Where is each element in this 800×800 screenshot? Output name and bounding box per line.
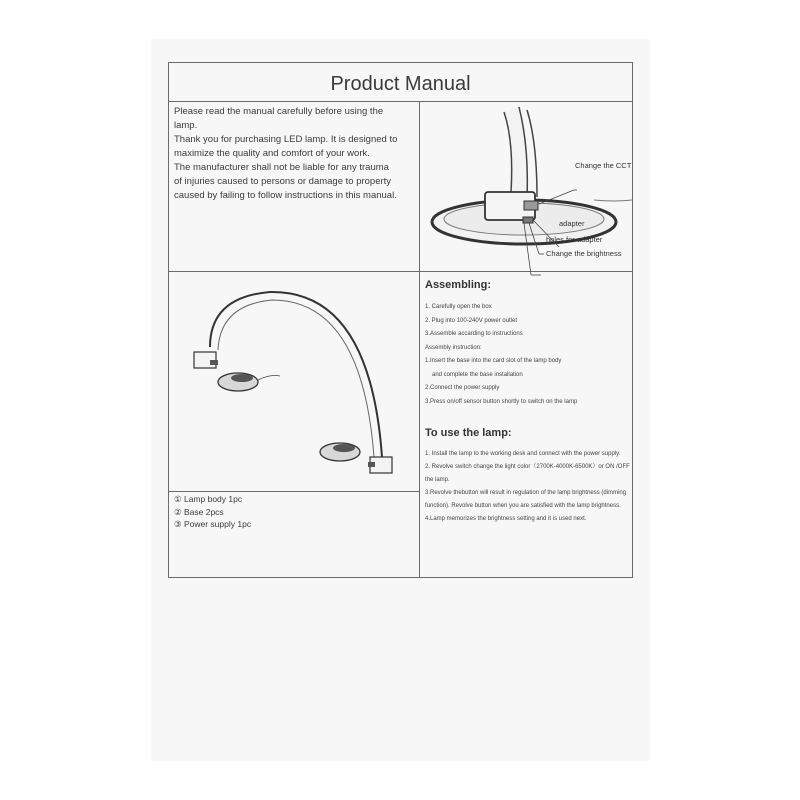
use-lamp-steps — [425, 448, 630, 526]
use-step: 4.Lamp memorizes the brightness setting and it is used next. — [425, 516, 587, 522]
page-title: Product Manual — [330, 73, 471, 95]
parts-list — [174, 493, 251, 531]
assembling-step: 1.Insert the base into the card slot of the lamp body — [425, 358, 562, 364]
manual-frame — [168, 62, 633, 578]
use-step: 2. Revolve switch change the light color（2700K-4000K-6500K）or ON /OFF the lamp. — [425, 464, 630, 483]
intro-paragraph: Thank you for purchasing LED lamp. It is designed to maximize the quality and comfort of your work. — [174, 134, 398, 159]
intro-text — [174, 105, 399, 203]
assembling-step: Assembly instruction: — [425, 344, 482, 351]
lamp-illustration — [170, 272, 418, 490]
callout-change-cct: Change the CCT — [575, 161, 632, 170]
intro-paragraph: The manufacturer shall not be liable for any trauma of injuries caused to persons or damage to property caused by failing to follow instructions in this manual. — [174, 162, 397, 201]
use-step: 1. Install the lamp to the working desk and connect with the power supply. — [425, 451, 621, 457]
assembling-step: 2.Connect the power supply — [425, 385, 500, 391]
callout-change-brightness: Change the brightness — [546, 249, 622, 258]
callout-adapter: adapter — [559, 219, 585, 228]
part-item: ① Lamp body 1pc — [174, 494, 243, 504]
assembling-step: 3.Press on/off sensor button shortly to switch on the lamp — [425, 398, 578, 405]
base-illustration — [419, 102, 634, 270]
assembling-heading: Assembling: — [425, 279, 492, 291]
use-step: 3.Revolve thebutton will result in regulation of the lamp brightness (dimming function). Revolve button when you are satisfied with the lamp brightness. — [425, 490, 627, 509]
intro-paragraph: Please read the manual carefully before using the lamp. — [174, 106, 384, 131]
callout-holes-for-adapter: holes for adapter — [546, 235, 603, 244]
divider-parts — [169, 491, 419, 492]
assembling-steps — [425, 301, 630, 409]
assembling-step: 3.Assemble accarding to instructions — [425, 331, 523, 337]
assembling-step: 2. Plug into 100-240V power outlet — [425, 317, 518, 324]
part-item: ③ Power supply 1pc — [174, 519, 252, 529]
use-lamp-heading: To use the lamp: — [425, 427, 512, 439]
part-item: ② Base 2pcs — [174, 506, 224, 517]
assembling-step: and complete the base installation — [432, 371, 523, 378]
assembling-step: 1. Carefully open the box — [425, 304, 492, 310]
